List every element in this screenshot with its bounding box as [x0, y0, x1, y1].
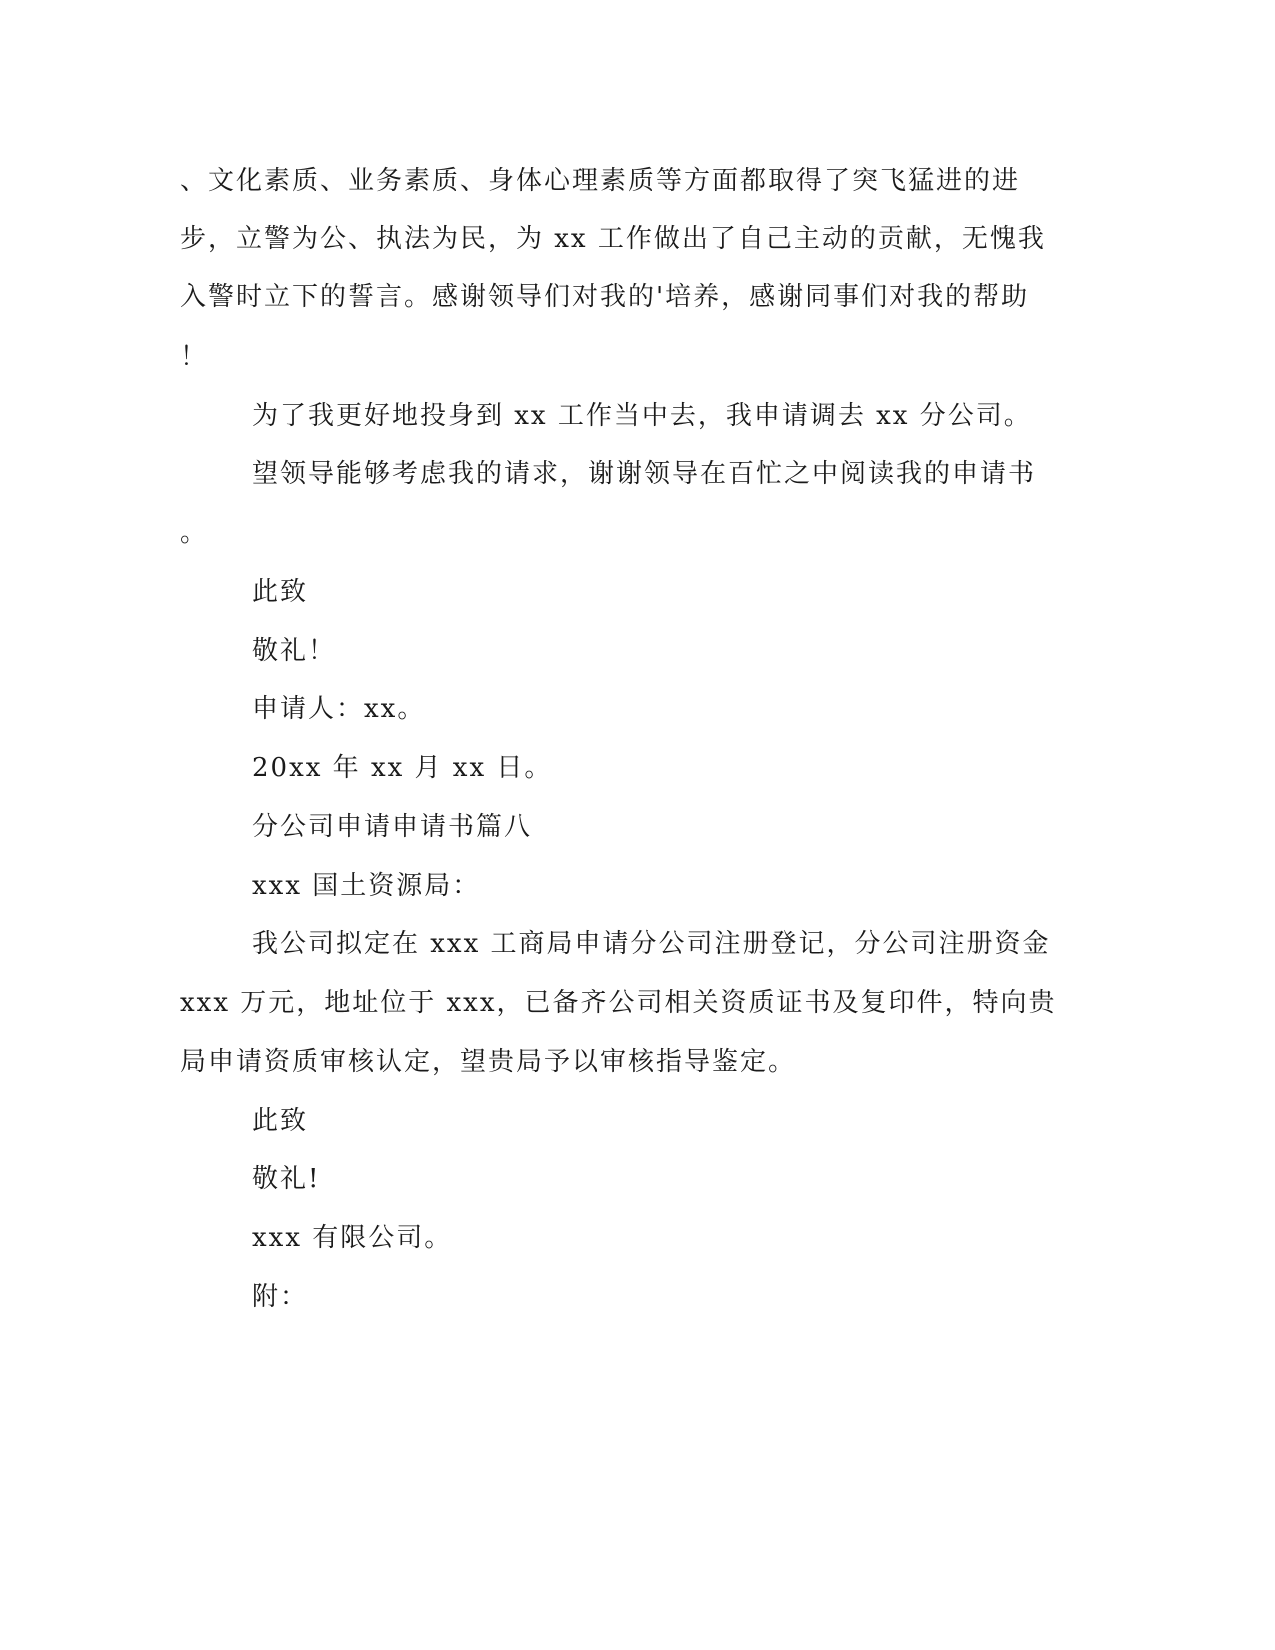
salutation-line: 敬礼!: [252, 1164, 321, 1194]
salutation-line: 敬礼！: [252, 636, 337, 666]
salutation-line: 此致: [252, 1106, 309, 1136]
text-line: 入警时立下的誓言。感谢领导们对我的'培养，感谢同事们对我的帮助: [180, 282, 1030, 312]
recipient-line: xxx 国土资源局：: [252, 871, 481, 901]
salutation-line: 此致: [252, 577, 309, 607]
text-line: 步，立警为公、执法为民，为 xx 工作做出了自己主动的贡献，无愧我: [180, 224, 1046, 254]
date-line: 20xx 年 xx 月 xx 日。: [252, 753, 553, 783]
text-line: xxx 万元，地址位于 xxx，已备齐公司相关资质证书及复印件，特向贵: [180, 988, 1057, 1018]
text-line: 我公司拟定在 xxx 工商局申请分公司注册登记，分公司注册资金: [252, 929, 1051, 959]
text-line: 、文化素质、业务素质、身体心理素质等方面都取得了突飞猛进的进: [180, 166, 1021, 196]
text-line: ！: [180, 342, 209, 372]
attachment-line: 附：: [252, 1282, 309, 1312]
applicant-line: 申请人：xx。: [252, 694, 426, 724]
text-line: 望领导能够考虑我的请求，谢谢领导在百忙之中阅读我的申请书: [252, 459, 1037, 489]
text-line: 。: [180, 518, 209, 548]
text-line: 为了我更好地投身到 xx 工作当中去，我申请调去 xx 分公司。: [252, 401, 1032, 431]
text-line: 局申请资质审核认定，望贵局予以审核指导鉴定。: [180, 1047, 797, 1077]
section-heading: 分公司申请申请书篇八: [252, 812, 533, 842]
signature-line: xxx 有限公司。: [252, 1223, 453, 1253]
